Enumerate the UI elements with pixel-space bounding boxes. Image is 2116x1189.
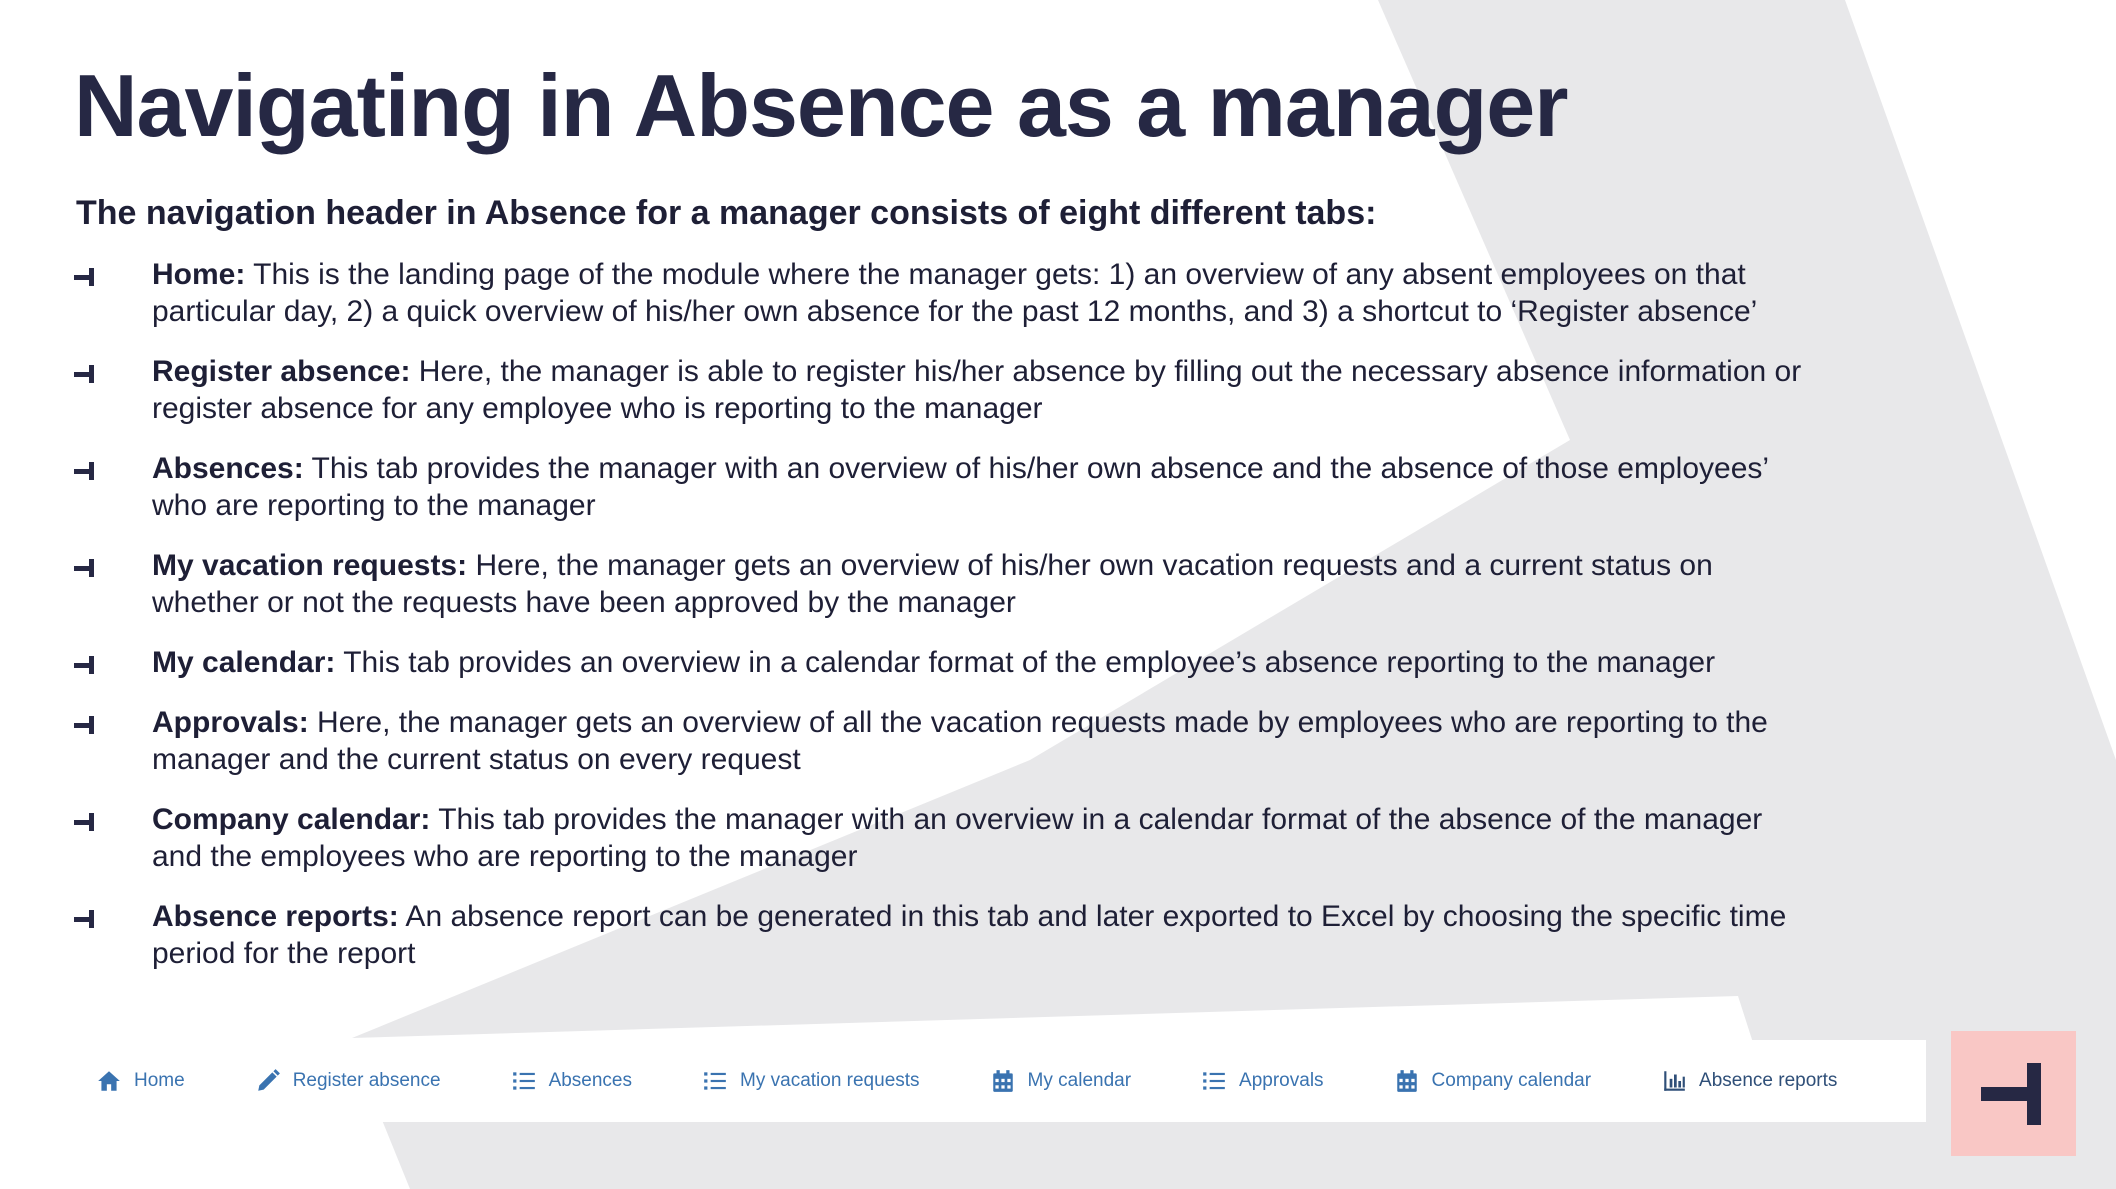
- list-item-company-calendar: [74, 801, 1974, 875]
- bullet-icon: [74, 656, 94, 674]
- bullet-icon: [74, 716, 94, 734]
- list-item-description: This tab provides the manager with an overview of his/her own absence and the absence of those employees’: [303, 452, 1770, 485]
- list-item-description-continued: particular day, 2) a quick overview of his/her own absence for the past 12 months, and 3) a shortcut to ‘Register absence’: [152, 295, 1758, 328]
- tab-description-list: [74, 256, 1974, 995]
- list-item-term: Home:: [152, 258, 246, 291]
- nav-tab-absence-reports[interactable]: [1661, 1040, 1837, 1122]
- nav-tab-label: Approvals: [1239, 1070, 1324, 1091]
- list-item-register-absence: [74, 353, 1974, 427]
- nav-tab-label: Company calendar: [1431, 1070, 1592, 1091]
- calendar-icon: [1394, 1068, 1420, 1094]
- list-item-description-continued: whether or not the requests have been approved by the manager: [152, 586, 1016, 619]
- nav-tab-label: Register absence: [292, 1070, 441, 1091]
- pencil-icon: [255, 1068, 281, 1094]
- nav-tab-approvals[interactable]: [1201, 1040, 1324, 1122]
- list-item-description: Here, the manager is able to register his/her absence by filling out the necessary absence information or: [410, 355, 1802, 388]
- nav-tab-label: Home: [134, 1070, 185, 1091]
- list-item-term: Absence reports:: [152, 900, 399, 933]
- list-icon: [511, 1068, 537, 1094]
- list-item-description: Here, the manager gets an overview of his/her own vacation requests and a current status on: [467, 549, 1713, 582]
- nav-tab-absences[interactable]: [511, 1040, 632, 1122]
- bullet-icon: [74, 910, 94, 928]
- nav-tab-label: My calendar: [1027, 1070, 1132, 1091]
- nav-tab-label: Absences: [548, 1070, 633, 1091]
- list-item-description-continued: and the employees who are reporting to the manager: [152, 840, 858, 873]
- list-item-term: Approvals:: [152, 706, 309, 739]
- list-item-description: This tab provides the manager with an overview in a calendar format of the absence of the manager: [430, 803, 1763, 836]
- bullet-icon: [74, 462, 94, 480]
- list-item-description: Here, the manager gets an overview of all the vacation requests made by employees who are reporting to the: [308, 706, 1768, 739]
- list-item-absences: [74, 450, 1974, 524]
- bullet-icon: [74, 268, 94, 286]
- list-item-description-continued: who are reporting to the manager: [152, 489, 596, 522]
- bar-chart-icon: [1661, 1068, 1687, 1094]
- bullet-icon: [74, 559, 94, 577]
- nav-tab-register-absence[interactable]: [255, 1040, 441, 1122]
- nav-tab-label: My vacation requests: [740, 1070, 920, 1091]
- nav-tab-label: Absence reports: [1699, 1070, 1838, 1091]
- home-icon: [96, 1068, 122, 1094]
- nav-tab-company-calendar[interactable]: [1394, 1040, 1591, 1122]
- nav-tab-my-vacation-requests[interactable]: [702, 1040, 920, 1122]
- list-icon: [1201, 1068, 1227, 1094]
- list-item-term: Register absence:: [152, 355, 411, 388]
- list-item-term: My vacation requests:: [152, 549, 468, 582]
- brand-logo: [1951, 1031, 2076, 1156]
- list-item-term: Company calendar:: [152, 803, 431, 836]
- list-item-term: Absences:: [152, 452, 304, 485]
- navigation-header: [82, 1040, 1926, 1122]
- bullet-icon: [74, 813, 94, 831]
- list-item-absence-reports: [74, 898, 1974, 972]
- list-item-description-continued: manager and the current status on every request: [152, 743, 801, 776]
- list-item-description: This tab provides an overview in a calendar format of the employee’s absence reporting to the manager: [335, 646, 1716, 679]
- page-subtitle: The navigation header in Absence for a manager consists of eight different tabs:: [76, 194, 1377, 232]
- list-item-description: An absence report can be generated in this tab and later exported to Excel by choosing the specific time: [398, 900, 1787, 933]
- nav-tab-home[interactable]: [96, 1040, 185, 1122]
- calendar-icon: [990, 1068, 1016, 1094]
- page-title: Navigating in Absence as a manager: [74, 56, 1568, 155]
- list-item-my-vacation-requests: [74, 547, 1974, 621]
- list-item-term: My calendar:: [152, 646, 336, 679]
- nav-tab-my-calendar[interactable]: [990, 1040, 1132, 1122]
- list-item-home: [74, 256, 1974, 330]
- list-icon: [702, 1068, 728, 1094]
- list-item-description-continued: period for the report: [152, 937, 416, 970]
- bullet-icon: [74, 365, 94, 383]
- list-item-approvals: [74, 704, 1974, 778]
- list-item-my-calendar: [74, 644, 1974, 681]
- list-item-description-continued: register absence for any employee who is reporting to the manager: [152, 392, 1043, 425]
- list-item-description: This is the landing page of the module where the manager gets: 1) an overview of any absent employees on that: [245, 258, 1746, 291]
